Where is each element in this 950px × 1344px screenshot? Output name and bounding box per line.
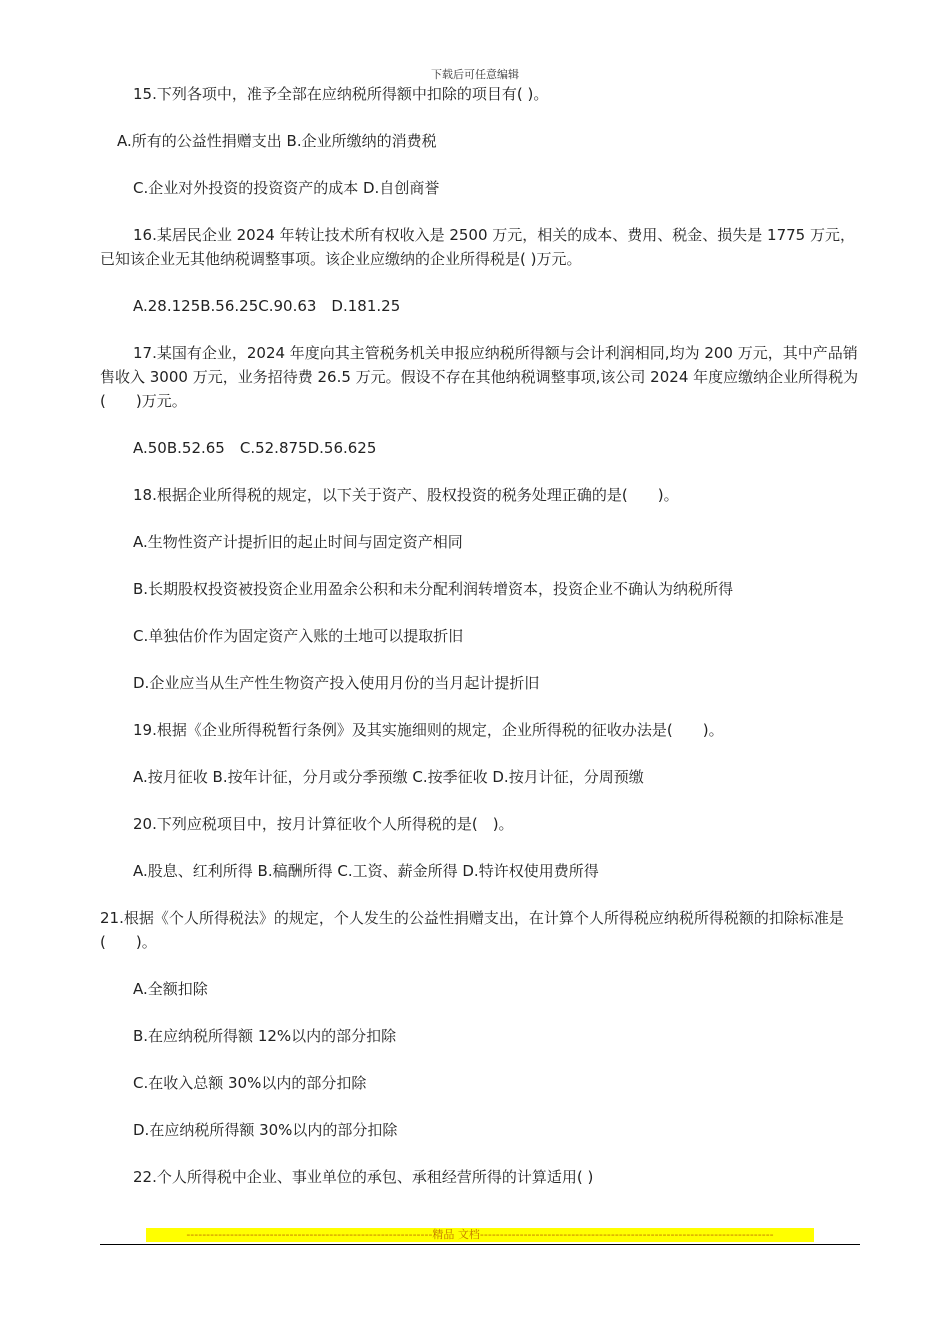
document-body	[100, 82, 860, 1212]
paragraph: C.单独估价作为固定资产入账的土地可以提取折旧	[133, 627, 464, 645]
paragraph: A.生物性资产计提折旧的起止时间与固定资产相同	[133, 533, 463, 551]
paragraph: 21.根据《个人所得税法》的规定，个人发生的公益性捐赠支出，在计算个人所得税应纳税所得税额的扣除标准是( )。	[100, 909, 844, 951]
paragraph: 18.根据企业所得税的规定，以下关于资产、股权投资的税务处理正确的是( )。	[133, 486, 679, 504]
paragraph: D.在应纳税所得额 30%以内的部分扣除	[133, 1121, 398, 1139]
paragraph: 22.个人所得税中企业、事业单位的承包、承租经营所得的计算适用( )	[133, 1168, 594, 1186]
paragraph: 19.根据《企业所得税暂行条例》及其实施细则的规定，企业所得税的征收办法是( )。	[133, 721, 724, 739]
footer-divider	[100, 1244, 860, 1245]
paragraph: A.28.125B.56.25C.90.63 D.181.25	[133, 297, 401, 315]
paragraph: A.按月征收 B.按年计征，分月或分季预缴 C.按季征收 D.按月计征，分周预缴	[133, 768, 644, 786]
paragraph: A.50B.52.65 C.52.875D.56.625	[133, 439, 377, 457]
page-header: 下载后可任意编辑	[431, 68, 519, 81]
paragraph: 16.某居民企业 2024 年转让技术所有权收入是 2500 万元，相关的成本、费用、税金、损失是 1775 万元，已知该企业无其他纳税调整事项。该企业应缴纳的企业所得税是( )万元。	[100, 226, 855, 268]
footer-banner: --------------------------------------------------------------精品 文档--------------------------------------------------------------------------	[146, 1228, 814, 1242]
paragraph: 17.某国有企业，2024 年度向其主管税务机关申报应纳税所得额与会计利润相同,均为 200 万元，其中产品销售收入 3000 万元，业务招待费 26.5 万元。假设不存在其他纳税调整事项,该公司 2024 年度应缴纳企业所得税为( )万元。	[100, 344, 859, 410]
paragraph: C.在收入总额 30%以内的部分扣除	[133, 1074, 367, 1092]
paragraph: 15.下列各项中，准予全部在应纳税所得额中扣除的项目有( )。	[133, 85, 549, 103]
paragraph: D.企业应当从生产性生物资产投入使用月份的当月起计提折旧	[133, 674, 540, 692]
paragraph: C.企业对外投资的投资资产的成本 D.自创商誉	[133, 179, 440, 197]
paragraph: A.所有的公益性捐赠支出 B.企业所缴纳的消费税	[117, 132, 437, 150]
paragraph: 20.下列应税项目中，按月计算征收个人所得税的是( )。	[133, 815, 514, 833]
paragraph: A.股息、红利所得 B.稿酬所得 C.工资、薪金所得 D.特许权使用费所得	[133, 862, 599, 880]
paragraph: B.在应纳税所得额 12%以内的部分扣除	[133, 1027, 397, 1045]
paragraph: B.长期股权投资被投资企业用盈余公积和未分配利润转增资本，投资企业不确认为纳税所得	[133, 580, 734, 598]
paragraph: A.全额扣除	[133, 980, 208, 998]
